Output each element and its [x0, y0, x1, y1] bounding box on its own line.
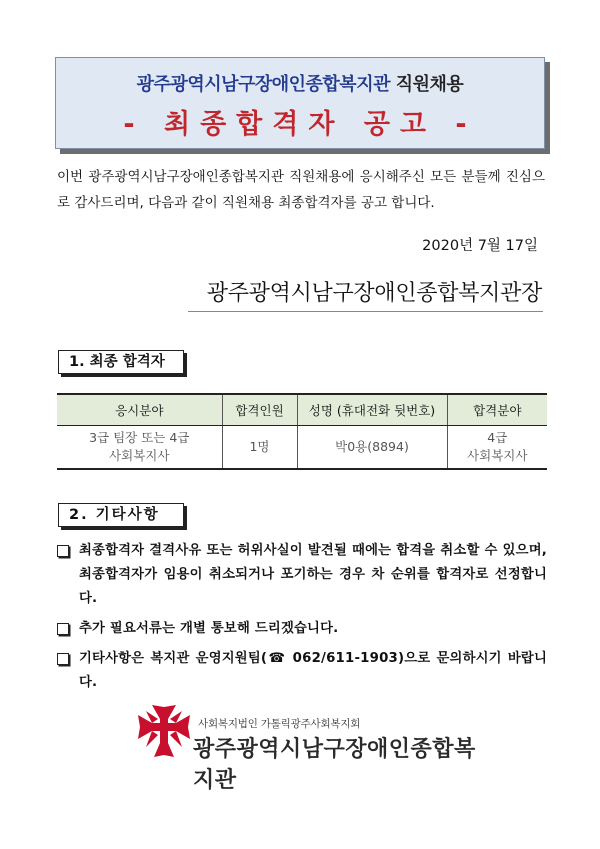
cell-field-line2: 사회복지사	[109, 448, 170, 463]
note-text: 추가 필요서류는 개별 통보해 드리겠습니다.	[79, 621, 339, 636]
section-heading-other: 2. 기타사항	[58, 503, 184, 527]
checkbox-bullet-icon	[57, 545, 69, 557]
section-heading-final-candidates: 1. 최종 합격자	[58, 350, 184, 374]
col-header-result: 합격분야	[447, 394, 547, 426]
logo-title: 광주광역시남구장애인종합복지관	[193, 737, 476, 793]
announcement-date: 2020년 7월 17일	[422, 238, 538, 254]
cell-name: 박0용(8894)	[297, 426, 447, 470]
signature-org: 광주광역시남구장애인종합복지관장	[206, 281, 542, 306]
document-subtitle: - 최종합격자 공고 -	[123, 109, 477, 140]
logo-subtitle: 사회복지법인 가톨릭광주사회복지회	[198, 718, 361, 730]
cell-field-line1: 3급 팀장 또는 4급	[89, 430, 190, 445]
caritas-cross-icon	[138, 705, 190, 757]
checkbox-bullet-icon	[57, 623, 69, 635]
cell-result-line1: 4급	[487, 430, 508, 445]
list-item	[57, 617, 547, 641]
checkbox-bullet-icon	[57, 653, 69, 665]
col-header-count: 합격인원	[222, 394, 297, 426]
table-row	[57, 426, 547, 470]
note-text: 기타사항은 복지관 운영지원팀(☎ 062/611-1903)으로 문의하시기 바랍니다.	[79, 651, 547, 690]
organization-logo	[138, 705, 478, 793]
document-title	[56, 70, 544, 96]
note-text: 최종합격자 결격사유 또는 허위사실이 발견될 때에는 합격을 취소할 수 있으며, 최종합격자가 임용이 취소되거나 포기하는 경우 차 순위를 합격자로 선정합니다.	[79, 543, 547, 606]
list-item	[57, 647, 547, 695]
result-table	[57, 393, 547, 470]
title-org: 광주광역시남구장애인종합복지관	[136, 74, 390, 95]
col-header-field: 응시분야	[57, 394, 222, 426]
cell-result	[447, 426, 547, 470]
col-header-name: 성명 (휴대전화 뒷번호)	[297, 394, 447, 426]
intro-paragraph: 이번 광주광역시남구장애인종합복지관 직원채용에 응시해주신 모든 분들께 진심으로 감사드리며, 다음과 같이 직원채용 최종합격자를 공고 합니다.	[57, 169, 545, 211]
cell-result-line2: 사회복지사	[467, 448, 528, 463]
cell-count: 1명	[222, 426, 297, 470]
table-header-row	[57, 394, 547, 426]
title-suffix: 직원채용	[395, 74, 464, 95]
title-box	[55, 57, 545, 149]
notes-list	[57, 539, 547, 701]
list-item	[57, 539, 547, 611]
cell-field	[57, 426, 222, 470]
signature-rule	[188, 311, 543, 312]
